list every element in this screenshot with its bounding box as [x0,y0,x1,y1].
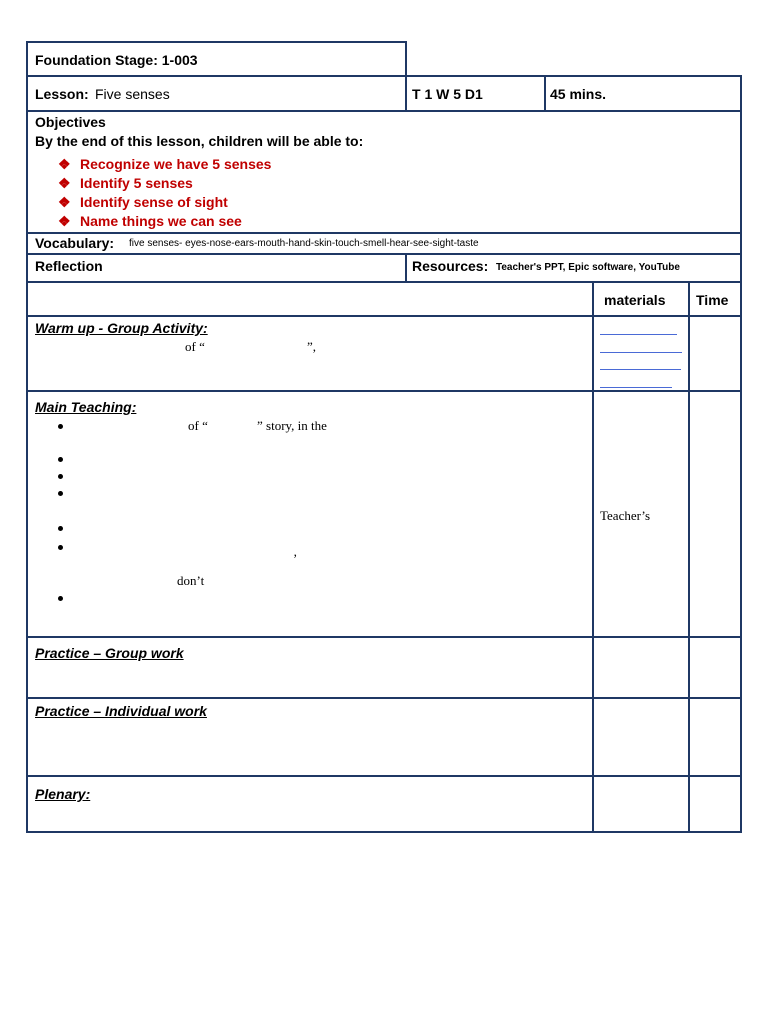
resources-value: Teacher's PPT, Epic software, YouTube [496,262,680,273]
border-line [688,281,690,833]
objective-item: Identify sense of sight [80,194,228,210]
border-line [592,281,594,833]
warmup-text-fragment: of “ [185,339,205,354]
border-line [26,41,28,833]
objective-item: Recognize we have 5 senses [80,156,272,172]
resources-label: Resources: [412,258,489,274]
week-code: T 1 W 5 D1 [412,86,483,102]
border-line [26,775,742,777]
border-line [26,697,742,699]
objectives-intro: By the end of this lesson, children will be able to: [35,133,364,149]
border-line [740,75,742,833]
border-line [26,281,742,283]
practice-individual-title: Practice – Individual work [35,703,207,719]
border-line [26,390,742,392]
border-line [26,75,742,77]
materials-link[interactable] [600,387,672,388]
time-column-header: Time [696,292,729,308]
border-line [544,75,546,110]
main-teaching-text-fragment: ” story, in the [257,418,327,433]
objective-item: Identify 5 senses [80,175,193,191]
list-bullet-icon [58,596,63,601]
main-teaching-materials: Teacher’s [600,508,651,523]
border-line [26,636,742,638]
materials-link[interactable] [600,369,681,370]
materials-column-header: materials [604,292,666,308]
lesson-value: Five senses [95,86,170,102]
warmup-title: Warm up - Group Activity: [35,320,208,336]
main-teaching-text-fragment: of “ [188,418,208,433]
list-bullet-icon [58,474,63,479]
main-teaching-title: Main Teaching: [35,399,137,415]
list-bullet-icon [58,545,63,550]
list-bullet-icon [58,526,63,531]
practice-group-title: Practice – Group work [35,645,184,661]
vocabulary-label: Vocabulary: [35,235,115,251]
vocabulary-value: five senses- eyes-nose-ears-mouth-hand-skin-touch-smell-hear-see-sight-taste [129,238,479,249]
reflection-label: Reflection [35,258,103,274]
warmup-text-fragment: ”, [307,339,317,354]
border-line [26,253,742,255]
objective-bullet-icon: ❖ [58,175,71,191]
border-line [405,253,407,281]
objective-bullet-icon: ❖ [58,213,71,229]
objective-bullet-icon: ❖ [58,156,71,172]
objective-bullet-icon: ❖ [58,194,71,210]
border-line [26,41,407,43]
border-line [405,41,407,110]
lesson-label: Lesson: [35,86,89,102]
main-teaching-text-fragment: ’ [293,551,298,566]
list-bullet-icon [58,491,63,496]
list-bullet-icon [58,457,63,462]
objectives-title: Objectives [35,114,106,130]
plenary-title: Plenary: [35,786,91,802]
border-line [26,110,742,112]
materials-link[interactable] [600,334,677,335]
materials-link[interactable] [600,352,682,353]
lesson-duration: 45 mins. [550,86,607,102]
main-teaching-text-fragment: don’t [177,573,205,588]
list-bullet-icon [58,424,63,429]
border-line [26,831,742,833]
foundation-stage-title: Foundation Stage: 1-003 [35,52,198,68]
objective-item: Name things we can see [80,213,242,229]
border-line [26,232,742,234]
border-line [26,315,742,317]
